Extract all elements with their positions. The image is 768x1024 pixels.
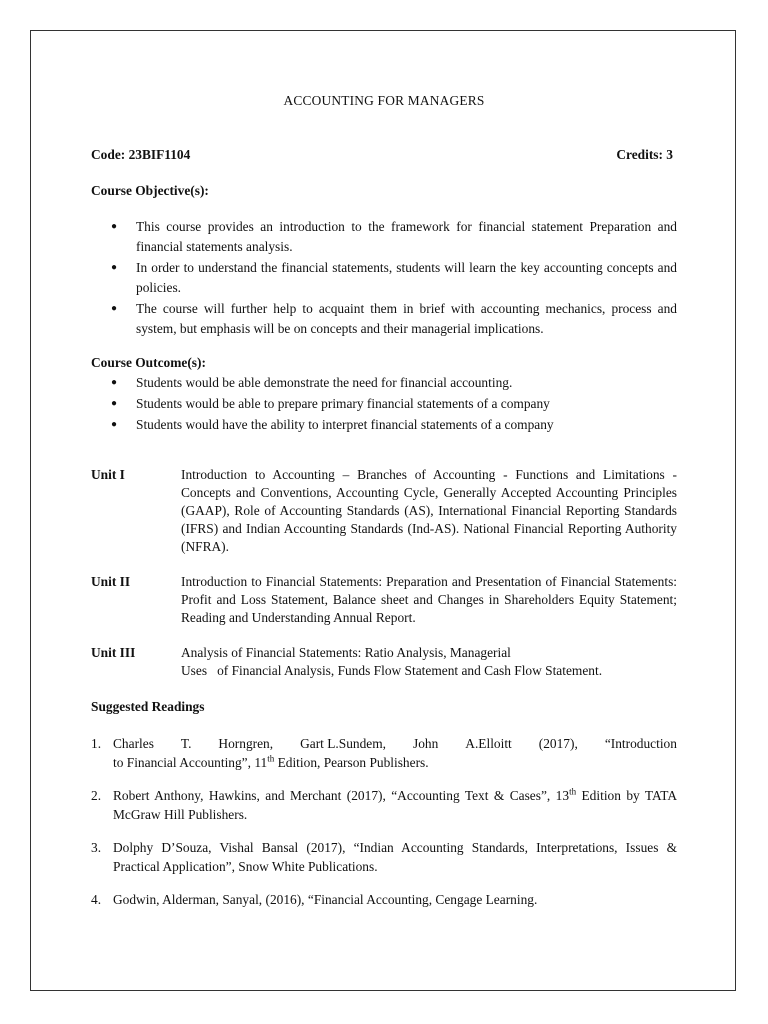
course-code: Code: 23BIF1104: [91, 147, 191, 162]
reading-number: 4.: [91, 892, 102, 907]
unit-label: Unit II: [91, 574, 131, 589]
reading-item: 4. Godwin, Alderman, Sanyal, (2016), “Financial Accounting, Cengage Learning.: [91, 891, 677, 910]
reading-item: 3. Dolphy D’Souza, Vishal Bansal (2017), “Indian Accounting Standards, Interpretations, Issues & Practical Application”, Snow White Publications.: [91, 840, 677, 874]
objective-item: ● This course provides an introduction to the framework for financial statement Preparation and financial statements analysis.: [111, 219, 677, 254]
unit-label: Unit I: [91, 467, 125, 482]
reading-item: 2. Robert Anthony, Hawkins, and Merchant (2017), “Accounting Text & Cases”, 13th Edition by TATA McGraw Hill Publishers.: [91, 786, 677, 822]
objectives-list: [91, 217, 677, 340]
unit-description: Analysis of Financial Statements: Ratio Analysis, Managerial Uses of Financial Analysis, Funds Flow Statement and Cash Flow Statement.: [181, 645, 603, 678]
unit-label: Unit III: [91, 645, 136, 660]
outcomes-heading: Course Outcome(s):: [91, 355, 206, 370]
outcome-item: ● Students would be able demonstrate the need for financial accounting.: [91, 372, 677, 393]
reading-number: 1.: [91, 736, 102, 751]
outcomes-list: [91, 372, 677, 435]
reading-item: [91, 735, 677, 772]
readings-list: [91, 735, 677, 925]
unit-3: [91, 644, 677, 680]
objectives-heading: Course Objective(s):: [91, 183, 209, 198]
unit-1: [91, 466, 677, 556]
bullet-icon: ●: [111, 221, 118, 232]
code-credits-row: [91, 147, 673, 163]
unit-description: Introduction to Financial Statements: Preparation and Presentation of Financial Statements: Profit and Loss Statement, Balance sheet and Changes in Shareholders Equity Statement; Reading and Understanding Annual Report.: [181, 574, 677, 625]
bullet-icon: ●: [111, 262, 118, 273]
objective-item: ● In order to understand the financial statements, students will learn the key accounting concepts and policies.: [111, 260, 677, 295]
reading-line: Charles T. Horngren, Gart L.Sundem, John A.Elloitt (2017), “Introduction: [113, 736, 677, 751]
reading-number: 2.: [91, 788, 102, 803]
reading-line: to Financial Accounting”, 11th Edition, Pearson Publishers.: [113, 753, 429, 770]
bullet-icon: ●: [111, 419, 118, 430]
outcome-item: ● Students would be able to prepare primary financial statements of a company: [91, 393, 677, 414]
bullet-icon: ●: [111, 398, 118, 409]
reading-number: 3.: [91, 840, 102, 855]
bullet-icon: ●: [111, 303, 118, 314]
course-title: ACCOUNTING FOR MANAGERS: [283, 93, 485, 108]
outcome-item: ● Students would have the ability to interpret financial statements of a company: [91, 414, 677, 435]
bullet-icon: ●: [111, 377, 118, 388]
unit-description: Introduction to Accounting – Branches of Accounting - Functions and Limitations - Concepts and Conventions, Accounting Cycle, Generally Accepted Accounting Principles (GAAP), Role of Accounting Standards (AS), International Financial Reporting Standards (IFRS) and Indian Accounting Standards (Ind-AS). National Financial Reporting Authority (NFRA).: [181, 467, 677, 554]
unit-2: [91, 573, 677, 627]
course-credits: Credits: 3: [616, 147, 673, 162]
objective-item: ● The course will further help to acquaint them in brief with accounting mechanics, process and system, but emphasis will be on concepts and their managerial implications.: [111, 301, 677, 336]
readings-heading: Suggested Readings: [91, 699, 205, 714]
